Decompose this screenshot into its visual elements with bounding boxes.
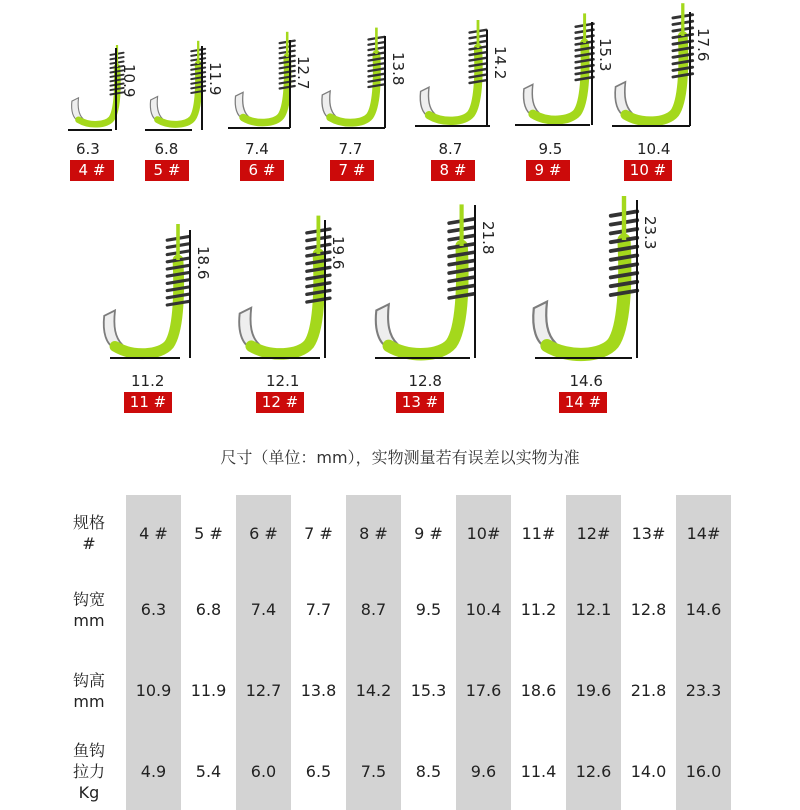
hook-width-value: 7.7 [338, 140, 363, 158]
table-cell: 9.6 [456, 733, 511, 810]
row-header-line: mm [73, 610, 105, 630]
table-cell: 9.5 [415, 600, 442, 619]
hook-width-value: 8.7 [438, 140, 463, 158]
row-header [52, 648, 126, 733]
hook-width-value: 9.5 [538, 140, 563, 158]
hook-bend [115, 260, 179, 354]
table-cell: 11# [521, 523, 556, 543]
table-cell: 7.7 [305, 600, 332, 619]
hook-bend [389, 246, 463, 354]
table-row [52, 648, 731, 733]
table-cell: 4 # [126, 495, 181, 571]
hook-width-value: 10.4 [637, 140, 671, 158]
table-cell: 14.0 [630, 762, 667, 781]
hook-size-label: 8 # [431, 160, 475, 181]
table-cell: 11.4 [520, 762, 557, 781]
table-cell: 4.9 [126, 733, 181, 810]
hook-height-value: 23.3 [641, 216, 659, 250]
hook-width-value: 6.3 [76, 140, 100, 158]
table-cell: 10.4 [456, 571, 511, 648]
spec-table [52, 495, 731, 810]
table-cell: 8.7 [346, 571, 401, 648]
hook-width-value: 14.6 [569, 372, 603, 390]
table-cell: 7.4 [236, 571, 291, 648]
hook-bend [547, 240, 625, 354]
hook-height-value: 21.8 [479, 221, 497, 255]
table-cell: 13.8 [300, 681, 337, 700]
table-cell: 6.8 [195, 600, 222, 619]
row-header-line: 钩宽 [72, 589, 105, 609]
table-cell: 16.0 [676, 733, 731, 810]
table-cell: 12.7 [236, 648, 291, 733]
hook-size-label: 9 # [526, 160, 570, 181]
hook-size-label: 7 # [330, 160, 374, 181]
table-cell: 5 # [194, 523, 223, 543]
table-cell: 10# [456, 495, 511, 571]
table-cell: 6.5 [305, 762, 332, 781]
hook-height-value: 12.7 [294, 56, 312, 90]
row-header-line: 规格 [72, 513, 105, 532]
table-cell: 12# [566, 495, 621, 571]
table-cell: 12.1 [566, 571, 621, 648]
hook-height-value: 15.3 [596, 38, 614, 72]
table-cell: 7.5 [346, 733, 401, 810]
hook-drawing [150, 41, 205, 125]
hook-size-label: 11 # [124, 392, 172, 413]
hook-drawing [239, 216, 330, 354]
table-cell: 12.6 [566, 733, 621, 810]
row-header-line: # [82, 534, 96, 553]
hook-width-value: 7.4 [245, 140, 269, 158]
hook-bend [625, 36, 683, 121]
table-cell: 8.5 [415, 762, 442, 781]
table-cell: 15.3 [410, 681, 447, 700]
hook-height-value: 14.2 [491, 46, 509, 80]
hook-bend [533, 43, 585, 120]
hook-bend [429, 48, 478, 121]
hook-height-value: 19.6 [329, 236, 347, 270]
table-cell: 13# [631, 523, 666, 543]
hook-drawing [420, 20, 486, 121]
hook-size-label: 13 # [396, 392, 444, 413]
hook-drawing [235, 32, 295, 123]
hook-bend [251, 254, 319, 354]
hook-size-label: 12 # [256, 392, 304, 413]
hook-width-value: 11.2 [131, 372, 165, 390]
table-cell: 23.3 [676, 648, 731, 733]
table-cell: 14# [676, 495, 731, 571]
table-row [52, 733, 731, 810]
hook-size-label: 4 # [70, 160, 114, 181]
hook-height-value: 13.8 [389, 52, 407, 86]
table-cell: 5.4 [195, 762, 222, 781]
hook-size-label: 10 # [624, 160, 672, 181]
table-cell: 6.3 [126, 571, 181, 648]
hook-height-value: 17.6 [694, 28, 712, 62]
hook-drawing [533, 196, 637, 354]
hook-drawing [615, 3, 692, 121]
row-header-line: 钩高 [72, 670, 105, 690]
table-cell: 8 # [346, 495, 401, 571]
hook-width-value: 12.8 [408, 372, 442, 390]
table-row [52, 495, 731, 571]
table-cell: 17.6 [456, 648, 511, 733]
hook-width-value: 6.8 [154, 140, 179, 158]
table-cell: 11.2 [520, 600, 557, 619]
row-header [52, 495, 126, 571]
hook-drawing [376, 204, 474, 354]
hook-size-label: 14 # [559, 392, 607, 413]
hook-drawing [524, 13, 594, 120]
table-cell: 10.9 [126, 648, 181, 733]
hook-size-label: 5 # [145, 160, 189, 181]
row-header [52, 571, 126, 648]
table-cell: 21.8 [630, 681, 667, 700]
row-header-line: mm [73, 691, 105, 711]
hook-width-value: 12.1 [266, 372, 300, 390]
table-row [52, 571, 731, 648]
hook-drawing [322, 28, 384, 123]
table-cell: 6.0 [236, 733, 291, 810]
row-header-line: 拉力 [72, 762, 105, 781]
row-header [52, 733, 126, 810]
table-cell: 19.6 [566, 648, 621, 733]
hook-drawing [104, 224, 189, 354]
hook-height-value: 10.9 [120, 64, 138, 98]
table-cell: 11.9 [190, 681, 227, 700]
table-cell: 14.2 [346, 648, 401, 733]
table-cell: 6 # [236, 495, 291, 571]
table-cell: 18.6 [520, 681, 557, 700]
table-cell: 9 # [414, 523, 443, 543]
table-cell: 14.6 [676, 571, 731, 648]
table-cell: 7 # [304, 523, 333, 543]
row-header-line: 鱼钩 [72, 741, 105, 760]
hook-bend [79, 67, 118, 124]
row-header-line: Kg [78, 783, 100, 802]
hook-height-value: 18.6 [194, 246, 212, 280]
hook-bend [330, 54, 377, 123]
table-cell: 12.8 [630, 600, 667, 619]
hook-bend [158, 64, 199, 124]
measurement-caption: 尺寸（单位：mm），实物测量若有误差以实物为准 [220, 448, 580, 467]
hook-size-label: 6 # [240, 160, 284, 181]
hook-height-value: 11.9 [206, 62, 224, 96]
hook-bend [243, 57, 288, 123]
